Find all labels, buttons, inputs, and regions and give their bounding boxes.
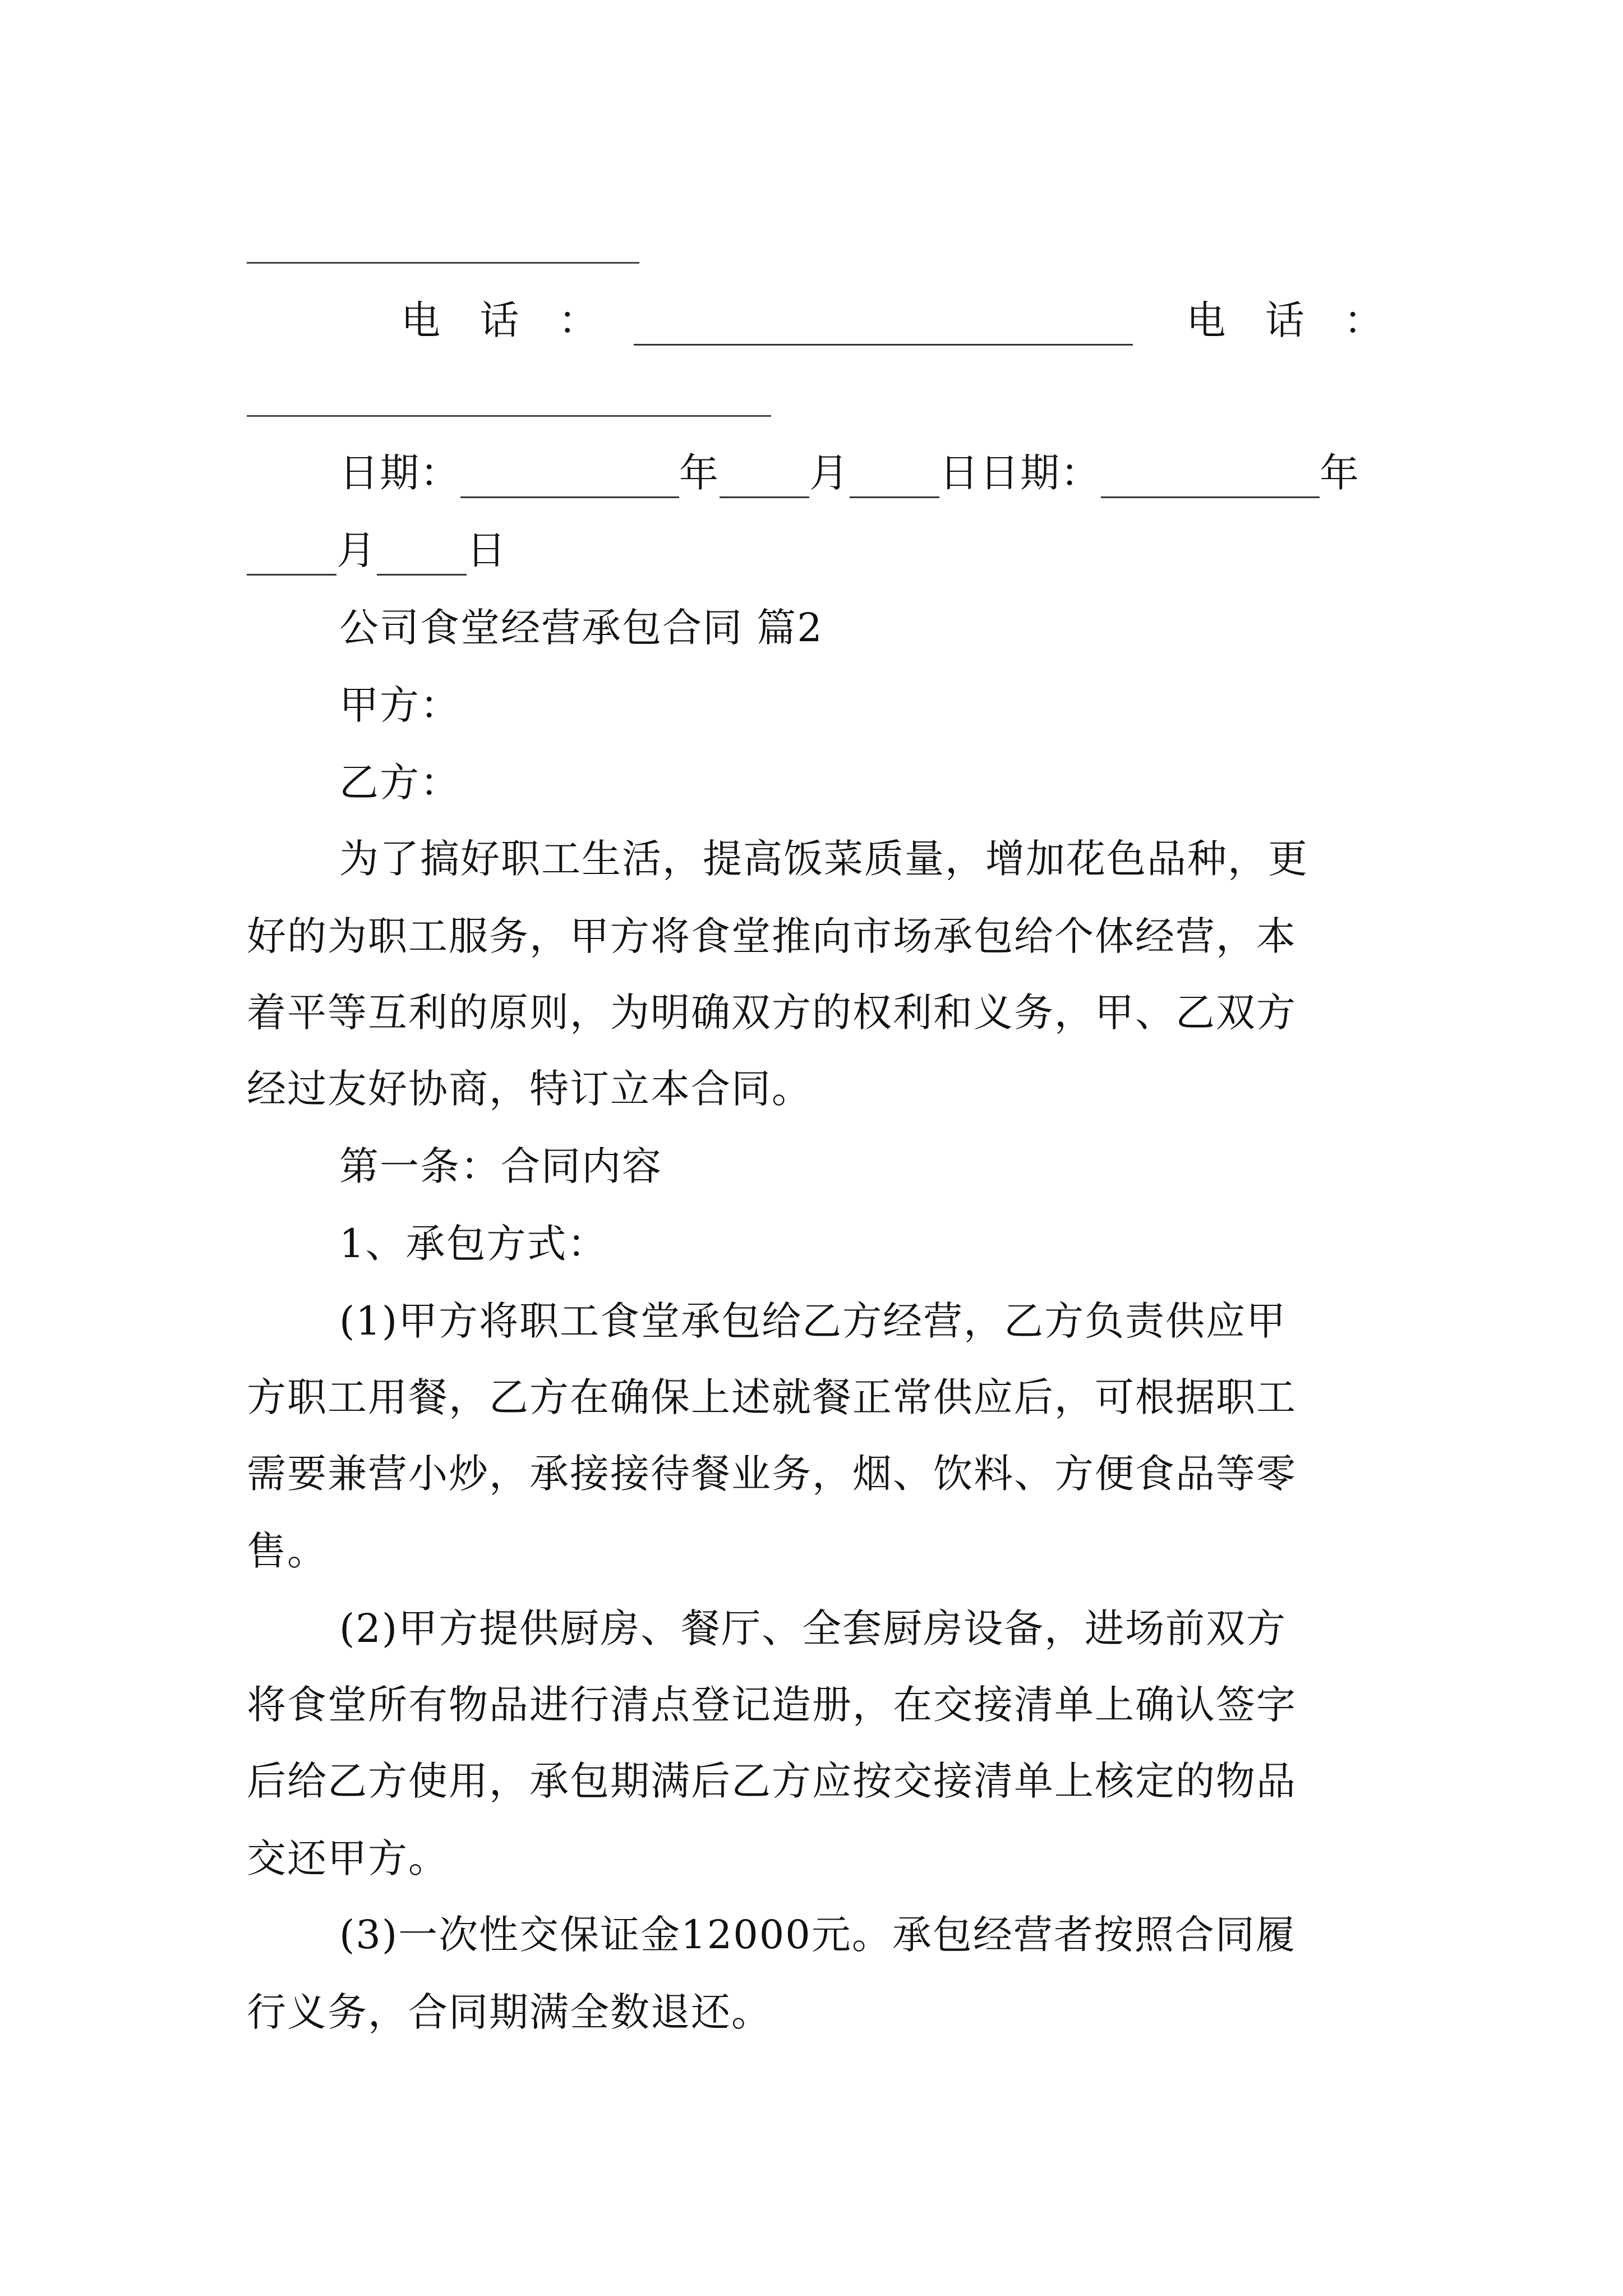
clause-line: (2)甲方提供厨房、餐厅、全套厨房设备，进场前双方 <box>339 1605 1287 1651</box>
blank-line <box>247 415 771 417</box>
date-row-cont <box>247 525 1396 576</box>
phone-row <box>401 295 1396 346</box>
preamble-line: 经过友好协商，特订立本合同。 <box>247 1066 812 1112</box>
clause-line: 需要兼营小炒，承接接待餐业务，烟、饮料、方便食品等零 <box>247 1451 1297 1497</box>
month-label-b: 月 <box>336 527 377 573</box>
day-label-a: 日 <box>939 450 980 496</box>
article-title: 第一条：合同内容 <box>339 1143 662 1189</box>
clause-line: 行义务，合同期满全数退还。 <box>247 1989 772 2035</box>
clause-line: 交还甲方。 <box>247 1835 449 1881</box>
clause-line: 售。 <box>247 1528 328 1574</box>
date-label-a: 日期： <box>339 450 460 496</box>
preamble-line: 好的为职工服务，甲方将食堂推向市场承包给个体经营，本 <box>247 913 1297 959</box>
date-year-blank-a[interactable] <box>460 462 679 498</box>
date-year-blank-b[interactable] <box>1101 462 1320 498</box>
date-month-blank-b[interactable] <box>247 539 336 576</box>
preamble-line: 着平等互利的原则，为明确双方的权利和义务，甲、乙双方 <box>247 990 1297 1036</box>
item-title: 1、承包方式： <box>339 1221 608 1267</box>
preamble-line: 为了搞好职工生活，提高饭菜质量，增加花色品种，更 <box>339 836 1308 882</box>
blank-line <box>247 262 639 264</box>
year-label-a: 年 <box>679 450 720 496</box>
clause-line: 方职工用餐，乙方在确保上述就餐正常供应后，可根据职工 <box>247 1374 1297 1420</box>
month-label-a: 月 <box>809 450 850 496</box>
phone-label-a: 电 话 ： <box>401 297 611 343</box>
clause-line: 后给乙方使用，承包期满后乙方应按交接清单上核定的物品 <box>247 1758 1297 1804</box>
date-day-blank-b[interactable] <box>377 539 467 576</box>
phone-blank-a[interactable] <box>634 309 1133 346</box>
clause-line: 将食堂所有物品进行清点登记造册，在交接清单上确认签字 <box>247 1682 1297 1728</box>
day-label-b: 日 <box>467 527 507 573</box>
date-label-b: 日期： <box>980 450 1101 496</box>
clause-line: (3)一次性交保证金12000元。承包经营者按照合同履 <box>339 1912 1296 1958</box>
section-title: 公司食堂经营承包合同 篇2 <box>339 605 823 651</box>
clause-line: (1)甲方将职工食堂承包给乙方经营，乙方负责供应甲 <box>339 1298 1287 1344</box>
party-b-label: 乙方： <box>339 760 460 806</box>
date-day-blank-a[interactable] <box>850 462 939 498</box>
date-row <box>339 448 1396 498</box>
phone-label-b: 电 话 ： <box>1186 297 1396 343</box>
party-a-label: 甲方： <box>339 682 460 728</box>
year-label-b: 年 <box>1320 450 1360 496</box>
date-month-blank-a[interactable] <box>720 462 809 498</box>
